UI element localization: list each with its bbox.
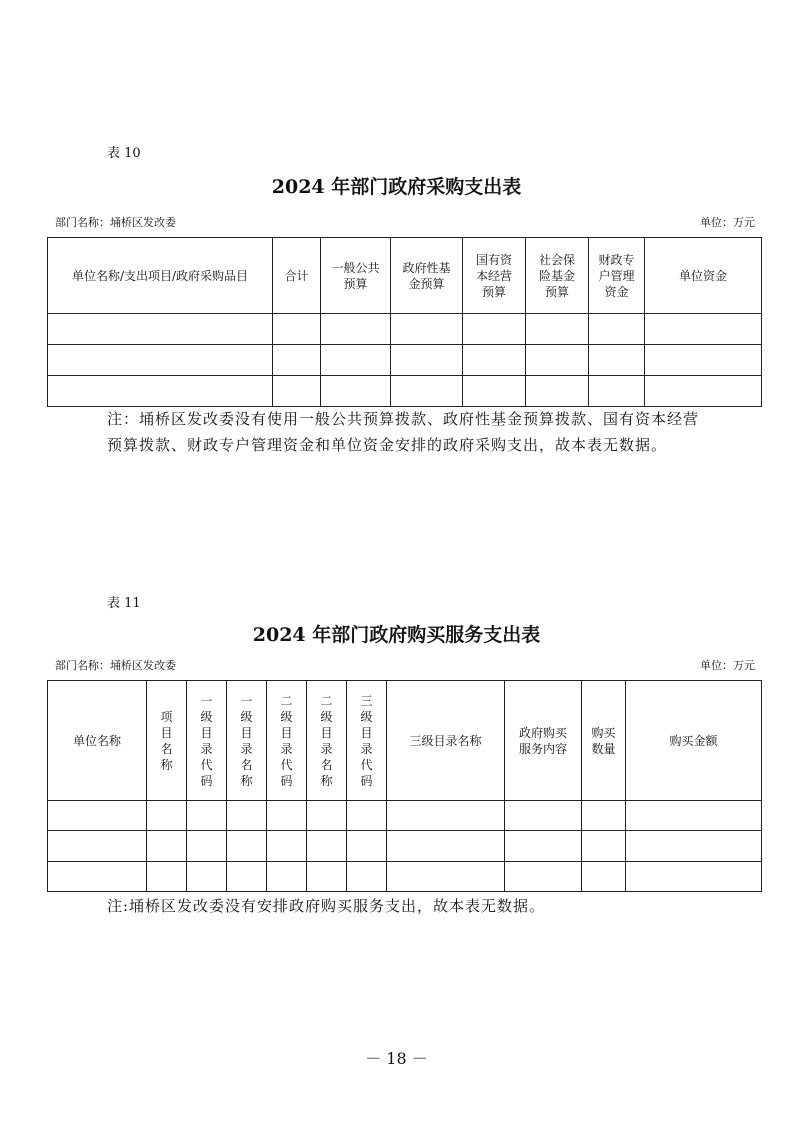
table11-label: 表 11: [107, 596, 141, 611]
table10-header-cell: 单位资金: [645, 238, 762, 314]
table11-note: 注:埇桥区发改委没有安排政府购买服务支出，故本表无数据。: [107, 897, 546, 915]
table11-header-cell: 三 级 目 录 代 码: [347, 681, 387, 801]
table11-header-cell: 项 目 名 称: [147, 681, 187, 801]
table11-header-cell: 一 级 目 录 代 码: [187, 681, 227, 801]
table-row: [48, 801, 762, 831]
table11-header-cell: 二 级 目 录 名 称: [307, 681, 347, 801]
table10-note: 注：埇桥区发改委没有使用一般公共预算拨款、政府性基金预算拨款、国有资本经营预算拨款、财政专户管理资金和单位资金安排的政府采购支出，故本表无数据。: [107, 410, 700, 454]
table10-header-row: [48, 238, 762, 314]
table10-header-cell: 一般公共 预算: [321, 238, 391, 314]
table11-header-cell: 一 级 目 录 名 称: [227, 681, 267, 801]
table11-unit: 单位：万元: [700, 659, 755, 672]
table11-header-cell: 购买 数量: [582, 681, 626, 801]
page-number: － 18 －: [365, 1049, 428, 1068]
table-row: [48, 862, 762, 892]
table-row: [48, 345, 762, 376]
table-row: [48, 314, 762, 345]
table10-unit-name: 部门名称：埇桥区发改委: [55, 216, 176, 229]
table11-header-cell: 二 级 目 录 代 码: [267, 681, 307, 801]
table11-header-cell: 政府购买 服务内容: [505, 681, 582, 801]
table10-header-cell: 国有资 本经营 预算: [463, 238, 526, 314]
table10-header-cell: 社会保 险基金 预算: [526, 238, 589, 314]
table11-header-cell: 三级目录名称: [387, 681, 505, 801]
table10-header-cell: 合计: [273, 238, 321, 314]
table11-grid: [47, 680, 762, 892]
table10-header-cell: 单位名称/支出项目/政府采购品目: [48, 238, 273, 314]
table10-header-cell: 政府性基 金预算: [391, 238, 463, 314]
table-row: [48, 831, 762, 862]
table11-header-row: [48, 681, 762, 801]
table10-grid: [47, 237, 762, 407]
table11-title: 2024 年部门政府购买服务支出表: [252, 624, 541, 646]
table10-header-cell: 财政专 户管理 资金: [589, 238, 645, 314]
table11-header-cell: 单位名称: [48, 681, 147, 801]
table10-label: 表 10: [107, 146, 141, 161]
table11-unit-name: 部门名称：埇桥区发改委: [55, 659, 176, 672]
table10-unit: 单位：万元: [700, 216, 755, 229]
table10-title: 2024 年部门政府采购支出表: [271, 176, 522, 198]
table11-header-cell: 购买金额: [626, 681, 762, 801]
table-row: [48, 376, 762, 407]
